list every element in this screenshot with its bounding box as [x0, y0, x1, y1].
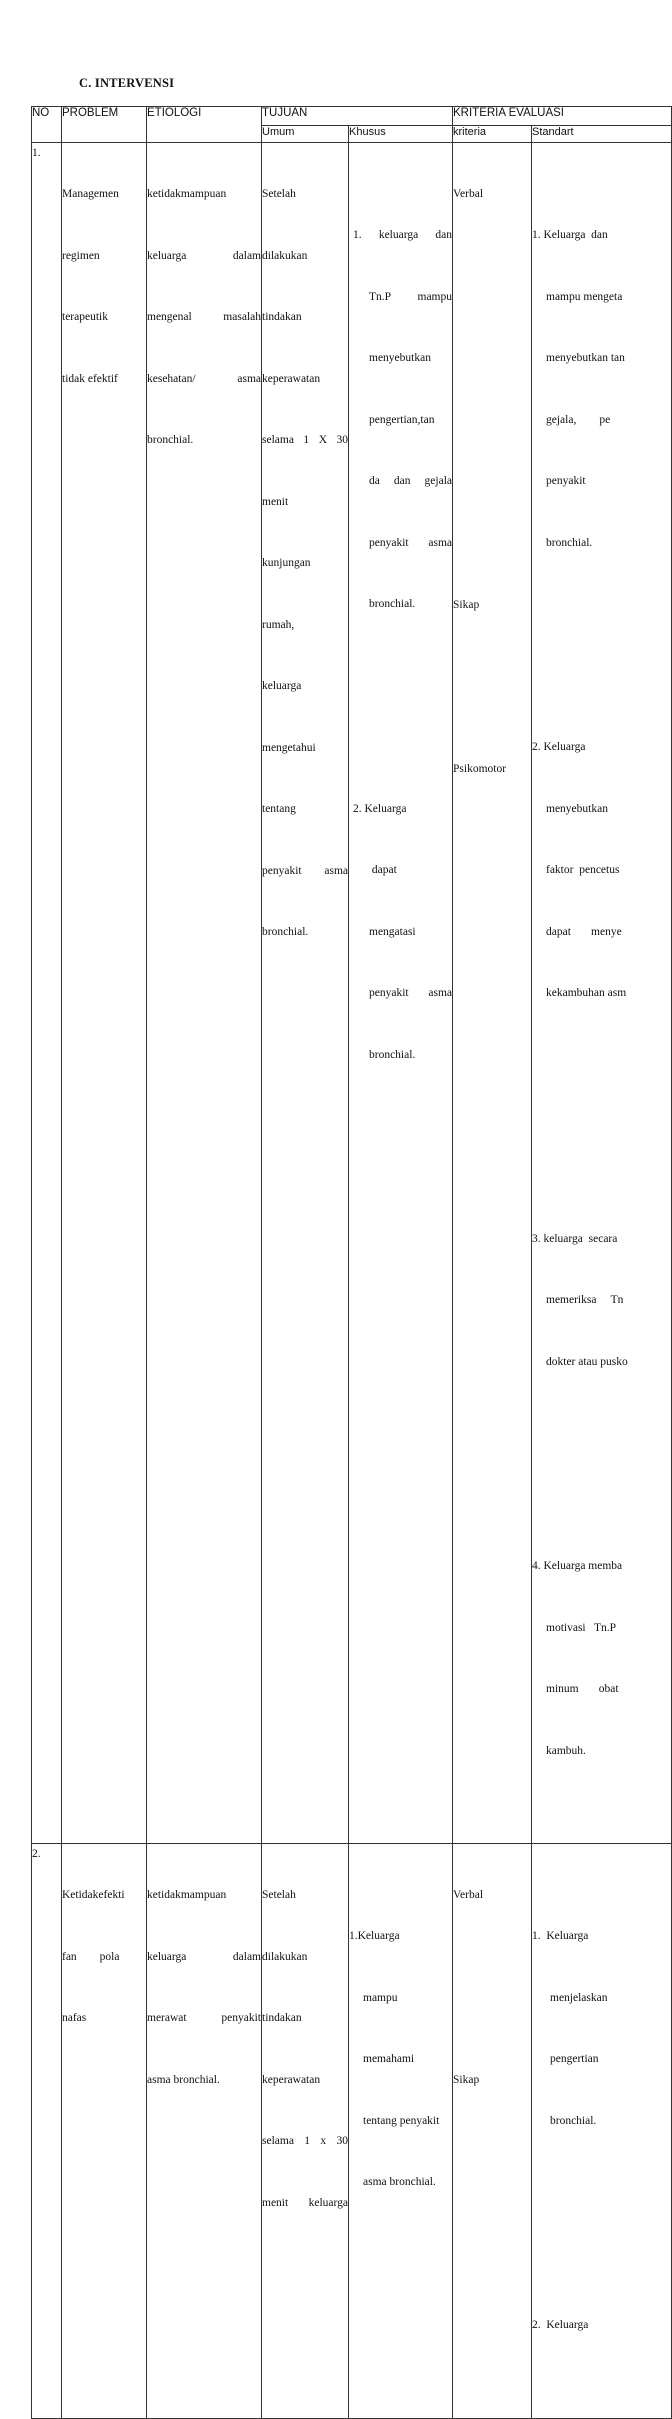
text-line: 1. Keluarga dan	[532, 229, 608, 241]
text-line: 2. Keluarga	[353, 802, 407, 815]
text-line: Setelah	[262, 188, 296, 200]
text-line: 2. Keluarga	[532, 741, 586, 753]
standart-item	[532, 1515, 671, 1802]
text-line: Verbal	[453, 1889, 484, 1901]
text-line: keperawatan	[262, 2073, 321, 2086]
text-line: merawat penyakit	[147, 2012, 261, 2024]
text-line: mampu mengeta	[546, 290, 623, 303]
text-line: menyebutkan	[369, 352, 431, 364]
text-line: menyebutkan	[546, 802, 608, 815]
standart-item	[532, 2274, 671, 2377]
text-line: bronchial.	[369, 598, 416, 610]
row1-standart	[532, 143, 672, 1844]
text-line: Psikomotor	[453, 763, 507, 775]
text-line: menit	[262, 495, 289, 508]
text-line: penyakit asma	[262, 864, 348, 877]
text-line: 2. Keluarga	[532, 2319, 589, 2331]
text-line: selama 1 X 30	[262, 434, 348, 446]
text-line: Ketidakefekti	[62, 1889, 125, 1901]
text-line: gejala, pe	[546, 413, 611, 426]
text-line: 3. keluarga secara	[532, 1232, 618, 1245]
text-line: tentang	[262, 803, 296, 815]
table-row	[32, 143, 672, 1844]
header-etiologi: ETIOLOGI	[147, 107, 262, 143]
text-line: bronchial.	[369, 1048, 416, 1061]
text-line: motivasi Tn.P	[546, 1621, 617, 1634]
header-problem: PROBLEM	[62, 107, 147, 143]
subheader-standart: Standart	[532, 126, 672, 143]
text-line: tindakan	[262, 311, 302, 323]
text-line: penyakit	[546, 475, 586, 487]
text-line: dapat menye	[546, 925, 622, 938]
text-line: memahami	[363, 2053, 415, 2065]
text-line: tidak efektif	[62, 372, 118, 385]
text-line: keluarga	[262, 680, 302, 692]
text-line: penyakit asma	[369, 536, 452, 549]
text-line: keperawatan	[262, 372, 321, 385]
text-line: kekambuhan asm	[546, 987, 627, 999]
section-heading: C. INTERVENSI	[79, 76, 175, 90]
text-line: Verbal	[453, 188, 484, 200]
text-line: dokter atau pusko	[546, 1355, 628, 1368]
standart-item	[532, 1188, 671, 1414]
text-line: mampu	[363, 1991, 398, 2004]
text-line: tentang penyakit	[363, 2114, 440, 2127]
text-line: pengertian,tan	[369, 413, 435, 426]
text-line: memeriksa Tn	[546, 1294, 624, 1306]
text-line: mengenal masalah	[147, 311, 261, 323]
khusus-item	[349, 758, 452, 1107]
text-line: terapeutik	[62, 311, 108, 323]
khusus-item	[349, 184, 452, 656]
standart-item	[532, 696, 671, 1045]
row2-etiologi	[147, 1844, 262, 2419]
standart-item	[532, 184, 671, 594]
row2-kriteria	[453, 1844, 532, 2419]
text-line: kunjungan	[262, 557, 311, 569]
row1-umum	[262, 143, 349, 1844]
text-line: ketidakmampuan	[147, 188, 227, 200]
text-line: mengatasi	[369, 925, 416, 938]
subheader-kriteria: kriteria	[453, 126, 532, 143]
row1-etiologi	[147, 143, 262, 1844]
text-line: ketidakmampuan	[147, 1889, 227, 1901]
text-line: Managemen	[62, 188, 119, 200]
row1-khusus	[349, 143, 453, 1844]
text-line: menjelaskan	[550, 1991, 608, 2004]
text-line: Sikap	[453, 2073, 480, 2086]
text-line: bronchial.	[147, 434, 194, 446]
text-line: Tn.P mampu	[369, 290, 452, 303]
row2-problem	[62, 1844, 147, 2419]
text-line: penyakit asma	[369, 987, 452, 999]
text-line: regimen	[62, 249, 100, 262]
khusus-item	[349, 1885, 452, 2234]
text-line: mengetahui	[262, 741, 316, 754]
text-line: keluarga dalam	[147, 249, 261, 262]
text-line: menyebutkan tan	[546, 352, 625, 364]
text-line: 1. keluarga dan	[353, 229, 452, 241]
header-row	[32, 107, 672, 126]
text-line: bronchial.	[546, 536, 593, 549]
text-line: 4. Keluarga memba	[532, 1560, 623, 1572]
text-line: kesehatan/ asma	[147, 372, 261, 385]
text-line: pengertian	[550, 2053, 599, 2065]
intervention-table	[31, 106, 672, 2419]
text-line: kambuh.	[546, 1744, 586, 1757]
subheader-umum: Umum	[262, 126, 349, 143]
text-line: tindakan	[262, 2012, 302, 2024]
text-line: dilakukan	[262, 249, 308, 262]
row2-no: 2.	[32, 1844, 62, 2419]
row2-umum	[262, 1844, 349, 2419]
text-line: dilakukan	[262, 1950, 308, 1963]
text-line: faktor pencetus	[546, 864, 620, 876]
text-line: bronchial.	[550, 2114, 597, 2127]
row1-no: 1.	[32, 143, 62, 1844]
text-line: minum obat	[546, 1683, 619, 1695]
row2-standart	[532, 1844, 672, 2419]
standart-item	[532, 1885, 671, 2172]
row2-khusus	[349, 1844, 453, 2419]
header-tujuan: TUJUAN	[262, 107, 453, 126]
text-line: Sikap	[453, 598, 480, 611]
text-line: 1.Keluarga	[349, 1930, 400, 1942]
text-line: asma bronchial.	[147, 2073, 220, 2086]
row1-problem	[62, 143, 147, 1844]
header-kriteria-evaluasi: KRITERIA EVALUASI	[453, 107, 672, 126]
text-line: 1. Keluarga	[532, 1930, 589, 1942]
text-line: fan pola	[62, 1950, 120, 1963]
table-row	[32, 1844, 672, 2419]
text-line: menit keluarga	[262, 2196, 348, 2209]
text-line: da dan gejala	[369, 475, 452, 487]
text-line: dapat	[369, 864, 397, 876]
header-no: NO	[32, 107, 62, 143]
subheader-khusus: Khusus	[349, 126, 453, 143]
text-line: nafas	[62, 2012, 87, 2024]
text-line: selama 1 x 30	[262, 2135, 348, 2147]
text-line: asma bronchial.	[363, 2176, 436, 2188]
text-line: Setelah	[262, 1889, 296, 1901]
text-line: bronchial.	[262, 926, 309, 938]
row1-kriteria	[453, 143, 532, 1844]
text-line: rumah,	[262, 618, 295, 631]
text-line: keluarga dalam	[147, 1950, 261, 1963]
